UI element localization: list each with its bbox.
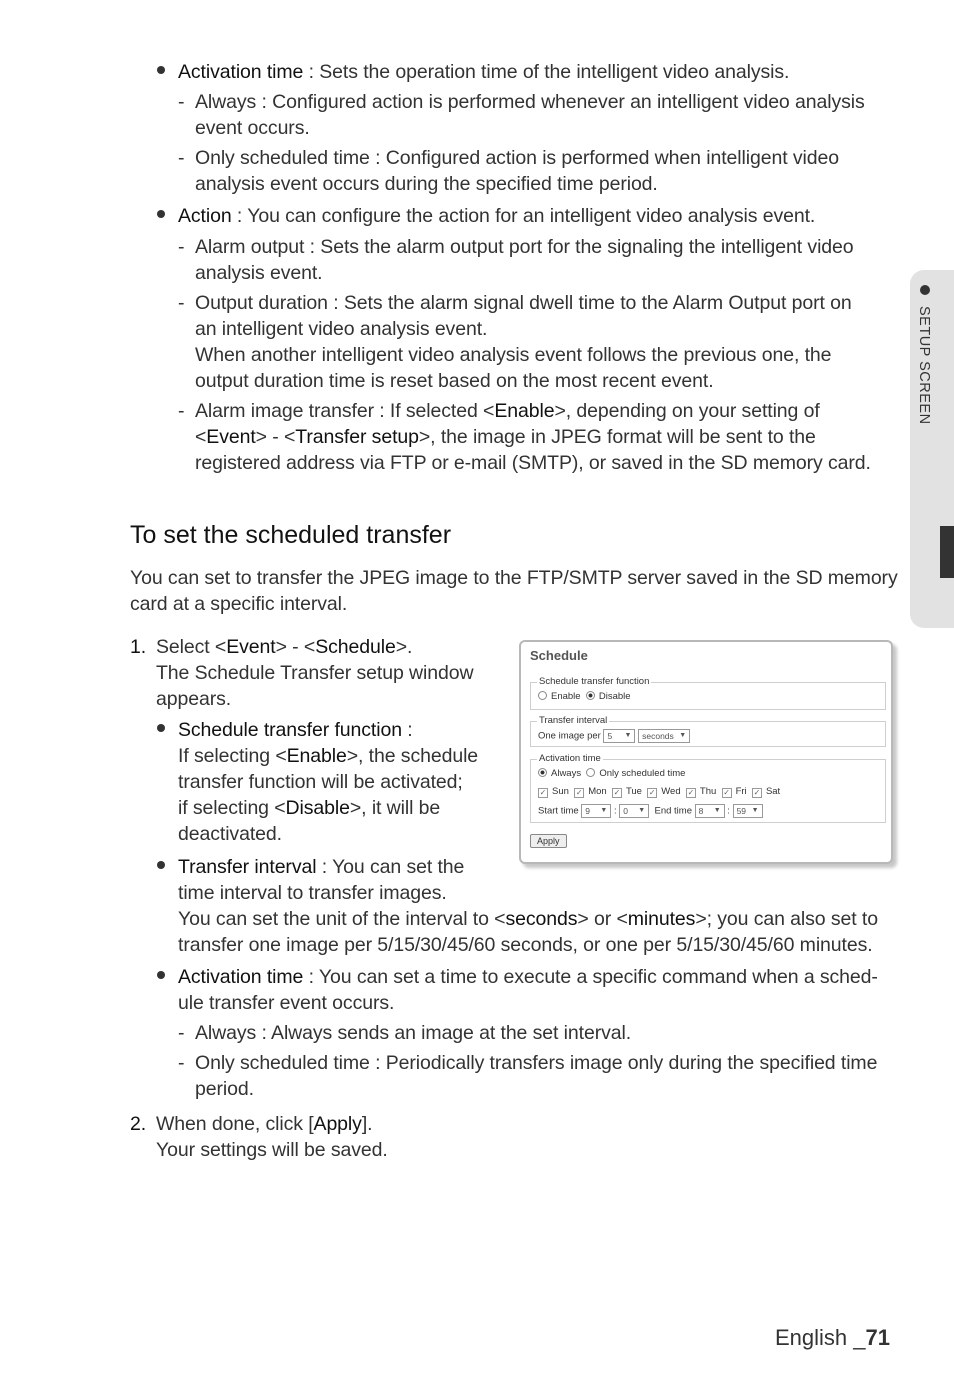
ti-line-4: transfer one image per 5/15/30/45/60 seconds, or one per 5/15/30/45/60 minutes. [178, 934, 873, 956]
day-checkbox[interactable]: ✓ [648, 788, 656, 797]
day-label: Mon [588, 786, 607, 797]
interval-value-select[interactable]: 5 ▼ [603, 729, 635, 743]
step1-line-3: appears. [156, 688, 232, 710]
output-duration-line-3: When another intelligent video analysis event follows the previous one, the [195, 344, 832, 366]
section-intro-line-1: You can set to transfer the JPEG image to the FTP/SMTP server saved in the SD memory [130, 567, 898, 589]
schedule-window [519, 640, 893, 864]
ti-options [538, 729, 690, 743]
side-tab-marker [940, 526, 954, 578]
action-line: Action : You can configure the action for an intelligent video analysis event. [178, 205, 816, 227]
page-footer [775, 1323, 890, 1353]
alarm-output-line-1: Alarm output : Sets the alarm output port for the signaling the intelligent video [195, 236, 854, 258]
ti-line-1: Transfer interval : You can set the [178, 856, 465, 878]
bullet [157, 66, 165, 74]
at-options [538, 768, 685, 779]
stf-line-4: if selecting <Disable>, it will be [178, 797, 441, 819]
time-colon: : [613, 805, 617, 817]
dash: - [178, 236, 185, 258]
one-image-per-label: One image per [538, 730, 601, 742]
disable-radio[interactable] [586, 691, 595, 700]
alarm-image-line-3: registered address via FTP or e-mail (SMTP), or saved in the SD memory card. [195, 452, 871, 474]
step2-line-1: When done, click [Apply]. [156, 1113, 373, 1135]
step-number: 1. [130, 636, 147, 658]
alarm-image-line-2: <Event> - <Transfer setup>, the image in JPEG format will be sent to the [195, 426, 816, 448]
at-legend: Activation time [539, 753, 601, 764]
day-label: Thu [699, 786, 717, 797]
at-fieldset [530, 753, 886, 823]
day-checkbox[interactable]: ✓ [613, 788, 621, 797]
day-label: Wed [661, 786, 681, 797]
enable-radio[interactable] [538, 691, 547, 700]
dash: - [178, 400, 185, 422]
side-tab [910, 270, 954, 628]
stf-fieldset [530, 676, 886, 710]
output-duration-line-2: an intelligent video analysis event. [195, 318, 488, 340]
days-row [538, 786, 780, 798]
stf-line-2: If selecting <Enable>, the schedule [178, 745, 479, 767]
ti-line-3: You can set the unit of the interval to <seconds> or <minutes>; you can also set to [178, 908, 878, 930]
at-only-line-2: period. [195, 1078, 254, 1100]
only-line-2: analysis event occurs during the specified time period. [195, 173, 658, 195]
step-number: 2. [130, 1113, 147, 1135]
time-colon: : [727, 805, 730, 817]
stf-legend: Schedule transfer function [539, 676, 650, 687]
schedule-title: Schedule [530, 648, 588, 663]
section-intro-line-2: card at a specific interval. [130, 593, 348, 615]
at-line-1: Activation time : You can set a time to execute a specific command when a sched- [178, 966, 878, 988]
at-only-line-1: Only scheduled time : Periodically transfers image only during the specified time [195, 1052, 878, 1074]
dash: - [178, 147, 185, 169]
activation-time-line: Activation time : Sets the operation time of the intelligent video analysis. [178, 61, 790, 83]
bullet [157, 861, 165, 869]
ti-line-2: time interval to transfer images. [178, 882, 447, 904]
day-checkbox[interactable]: ✓ [723, 788, 730, 797]
always-radio[interactable] [538, 768, 547, 777]
day-label: Fri [735, 786, 747, 797]
stf-line-5: deactivated. [178, 823, 282, 845]
day-label: Sat [765, 786, 781, 797]
at-always: Always : Always sends an image at the set interval. [195, 1022, 632, 1044]
day-checkbox[interactable]: ✓ [539, 788, 547, 797]
day-checkbox[interactable]: ✓ [687, 788, 695, 797]
stf-line-3: transfer function will be activated; [178, 771, 463, 793]
enable-label: Enable [551, 691, 581, 702]
start-time-label: Start time [538, 805, 579, 817]
footer-lang: English _ [775, 1325, 866, 1350]
bullet [157, 971, 165, 979]
dash: - [178, 1022, 185, 1044]
ti-fieldset [530, 715, 886, 747]
disable-label: Disable [598, 691, 631, 702]
always-label: Always [551, 768, 582, 779]
side-tab-dot [920, 285, 930, 295]
output-duration-line-4: output duration time is reset based on the most recent event. [195, 370, 714, 392]
always-line-2: event occurs. [195, 117, 310, 139]
only-scheduled-label: Only scheduled time [599, 768, 686, 779]
alarm-image-line-1: Alarm image transfer : If selected <Enable>, depending on your setting of [195, 400, 820, 422]
interval-unit-select[interactable]: seconds ▼ [638, 729, 690, 743]
dash: - [178, 292, 185, 314]
side-tab-label: SETUP SCREEN [916, 306, 932, 425]
page-number: 71 [865, 1325, 890, 1350]
output-duration-line-1: Output duration : Sets the alarm signal dwell time to the Alarm Output port on [195, 292, 852, 314]
start-hour-select[interactable]: 9 ▼ [581, 804, 611, 818]
always-line-1: Always : Configured action is performed whenever an intelligent video analysis [195, 91, 865, 113]
apply-button[interactable]: Apply [530, 834, 567, 848]
end-minute-select[interactable]: 59 ▼ [733, 804, 763, 818]
day-checkbox[interactable]: ✓ [753, 788, 761, 797]
only-line-1: Only scheduled time : Configured action is performed when intelligent video [195, 147, 839, 169]
only-scheduled-radio[interactable] [586, 768, 595, 777]
time-row [538, 804, 763, 818]
section-heading: To set the scheduled transfer [130, 521, 452, 549]
at-line-2: ule transfer event occurs. [178, 992, 395, 1014]
bullet [157, 210, 165, 218]
step2-line-2: Your settings will be saved. [156, 1139, 388, 1161]
ti-legend: Transfer interval [539, 715, 608, 726]
alarm-output-line-2: analysis event. [195, 262, 323, 284]
step1-line-1: Select <Event> - <Schedule>. [156, 636, 413, 658]
day-checkbox[interactable]: ✓ [575, 788, 583, 797]
day-label: Tue [625, 786, 642, 797]
dash: - [178, 1052, 185, 1074]
step1-line-2: The Schedule Transfer setup window [156, 662, 474, 684]
dash: - [178, 91, 185, 113]
start-minute-select[interactable]: 0 ▼ [619, 804, 649, 818]
day-label: Sun [552, 786, 569, 797]
bullet [157, 724, 165, 732]
end-time-label: End time [654, 805, 692, 817]
stf-options [538, 691, 631, 702]
stf-line-1: Schedule transfer function : [178, 719, 413, 741]
end-hour-select[interactable]: 8 ▼ [695, 804, 725, 818]
